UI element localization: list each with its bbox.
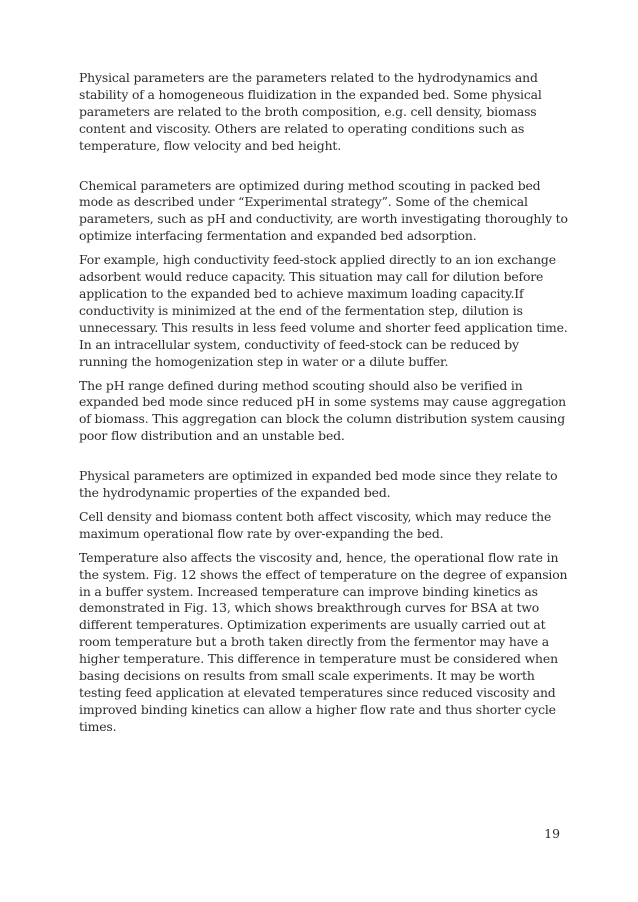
paragraph-physical-parameters-intro: Physical parameters are the parameters related to the hydrodynamics and stability of a homogeneous fluidization in the expanded bed. Some physical parameters are related to the broth composition, e.g. cell density, biomass content and viscosity. Others are related to operating conditions such as temperature, flow velocity and bed height.: [79, 70, 542, 153]
page-number: 19: [544, 826, 560, 841]
paragraph-ph-range: The pH range defined during method scouting should also be verified in expanded bed mode since reduced pH in some systems may cause aggregation of biomass. This aggregation can block the column distribution system causing poor flow distribution and an unstable bed.: [79, 377, 567, 444]
paragraph-physical-parameters-optimized: Physical parameters are optimized in expanded bed mode since they relate to the hydrodynamic properties of the expanded bed.: [79, 468, 558, 501]
paragraph-cell-density: Cell density and biomass content both affect viscosity, which may reduce the maximum operational flow rate by over-expanding the bed.: [79, 508, 552, 541]
paragraph-chemical-parameters: Chemical parameters are optimized during method scouting in packed bed mode as described under “Experimental strategy”. Some of the chemical parameters, such as pH and conductivity, are worth investigating thoroughly to optimize interfacing fermentation and expanded bed adsorption.: [79, 177, 568, 244]
paragraph-temperature: Temperature also affects the viscosity and, hence, the operational flow rate in the system. Fig. 12 shows the effect of temperature on the degree of expansion in a buffer system. Increased temperature can improve binding kinetics as demonstrated in Fig. 13, which shows breakthrough curves for BSA at two different temperatures. Optimization experiments are usually carried out at room temperature but a broth taken directly from the fermentor may have a higher temperature. This difference in temperature must be considered when basing decisions on results from small scale experiments. It may be worth testing feed application at elevated temperatures since reduced viscosity and improved binding kinetics can allow a higher flow rate and thus shorter cycle times.: [79, 549, 568, 734]
paragraph-conductivity-example: For example, high conductivity feed-stock applied directly to an ion exchange adsorbent would reduce capacity. This situation may call for dilution before application to the expanded bed to achieve maximum loading capacity.If conductivity is minimized at the end of the fermentation step, dilution is unnecessary. This results in less feed volume and shorter feed application time. In an intracellular system, conductivity of feed-stock can be reduced by running the homogenization step in water or a dilute buffer.: [79, 252, 568, 369]
body-text: [79, 70, 569, 736]
